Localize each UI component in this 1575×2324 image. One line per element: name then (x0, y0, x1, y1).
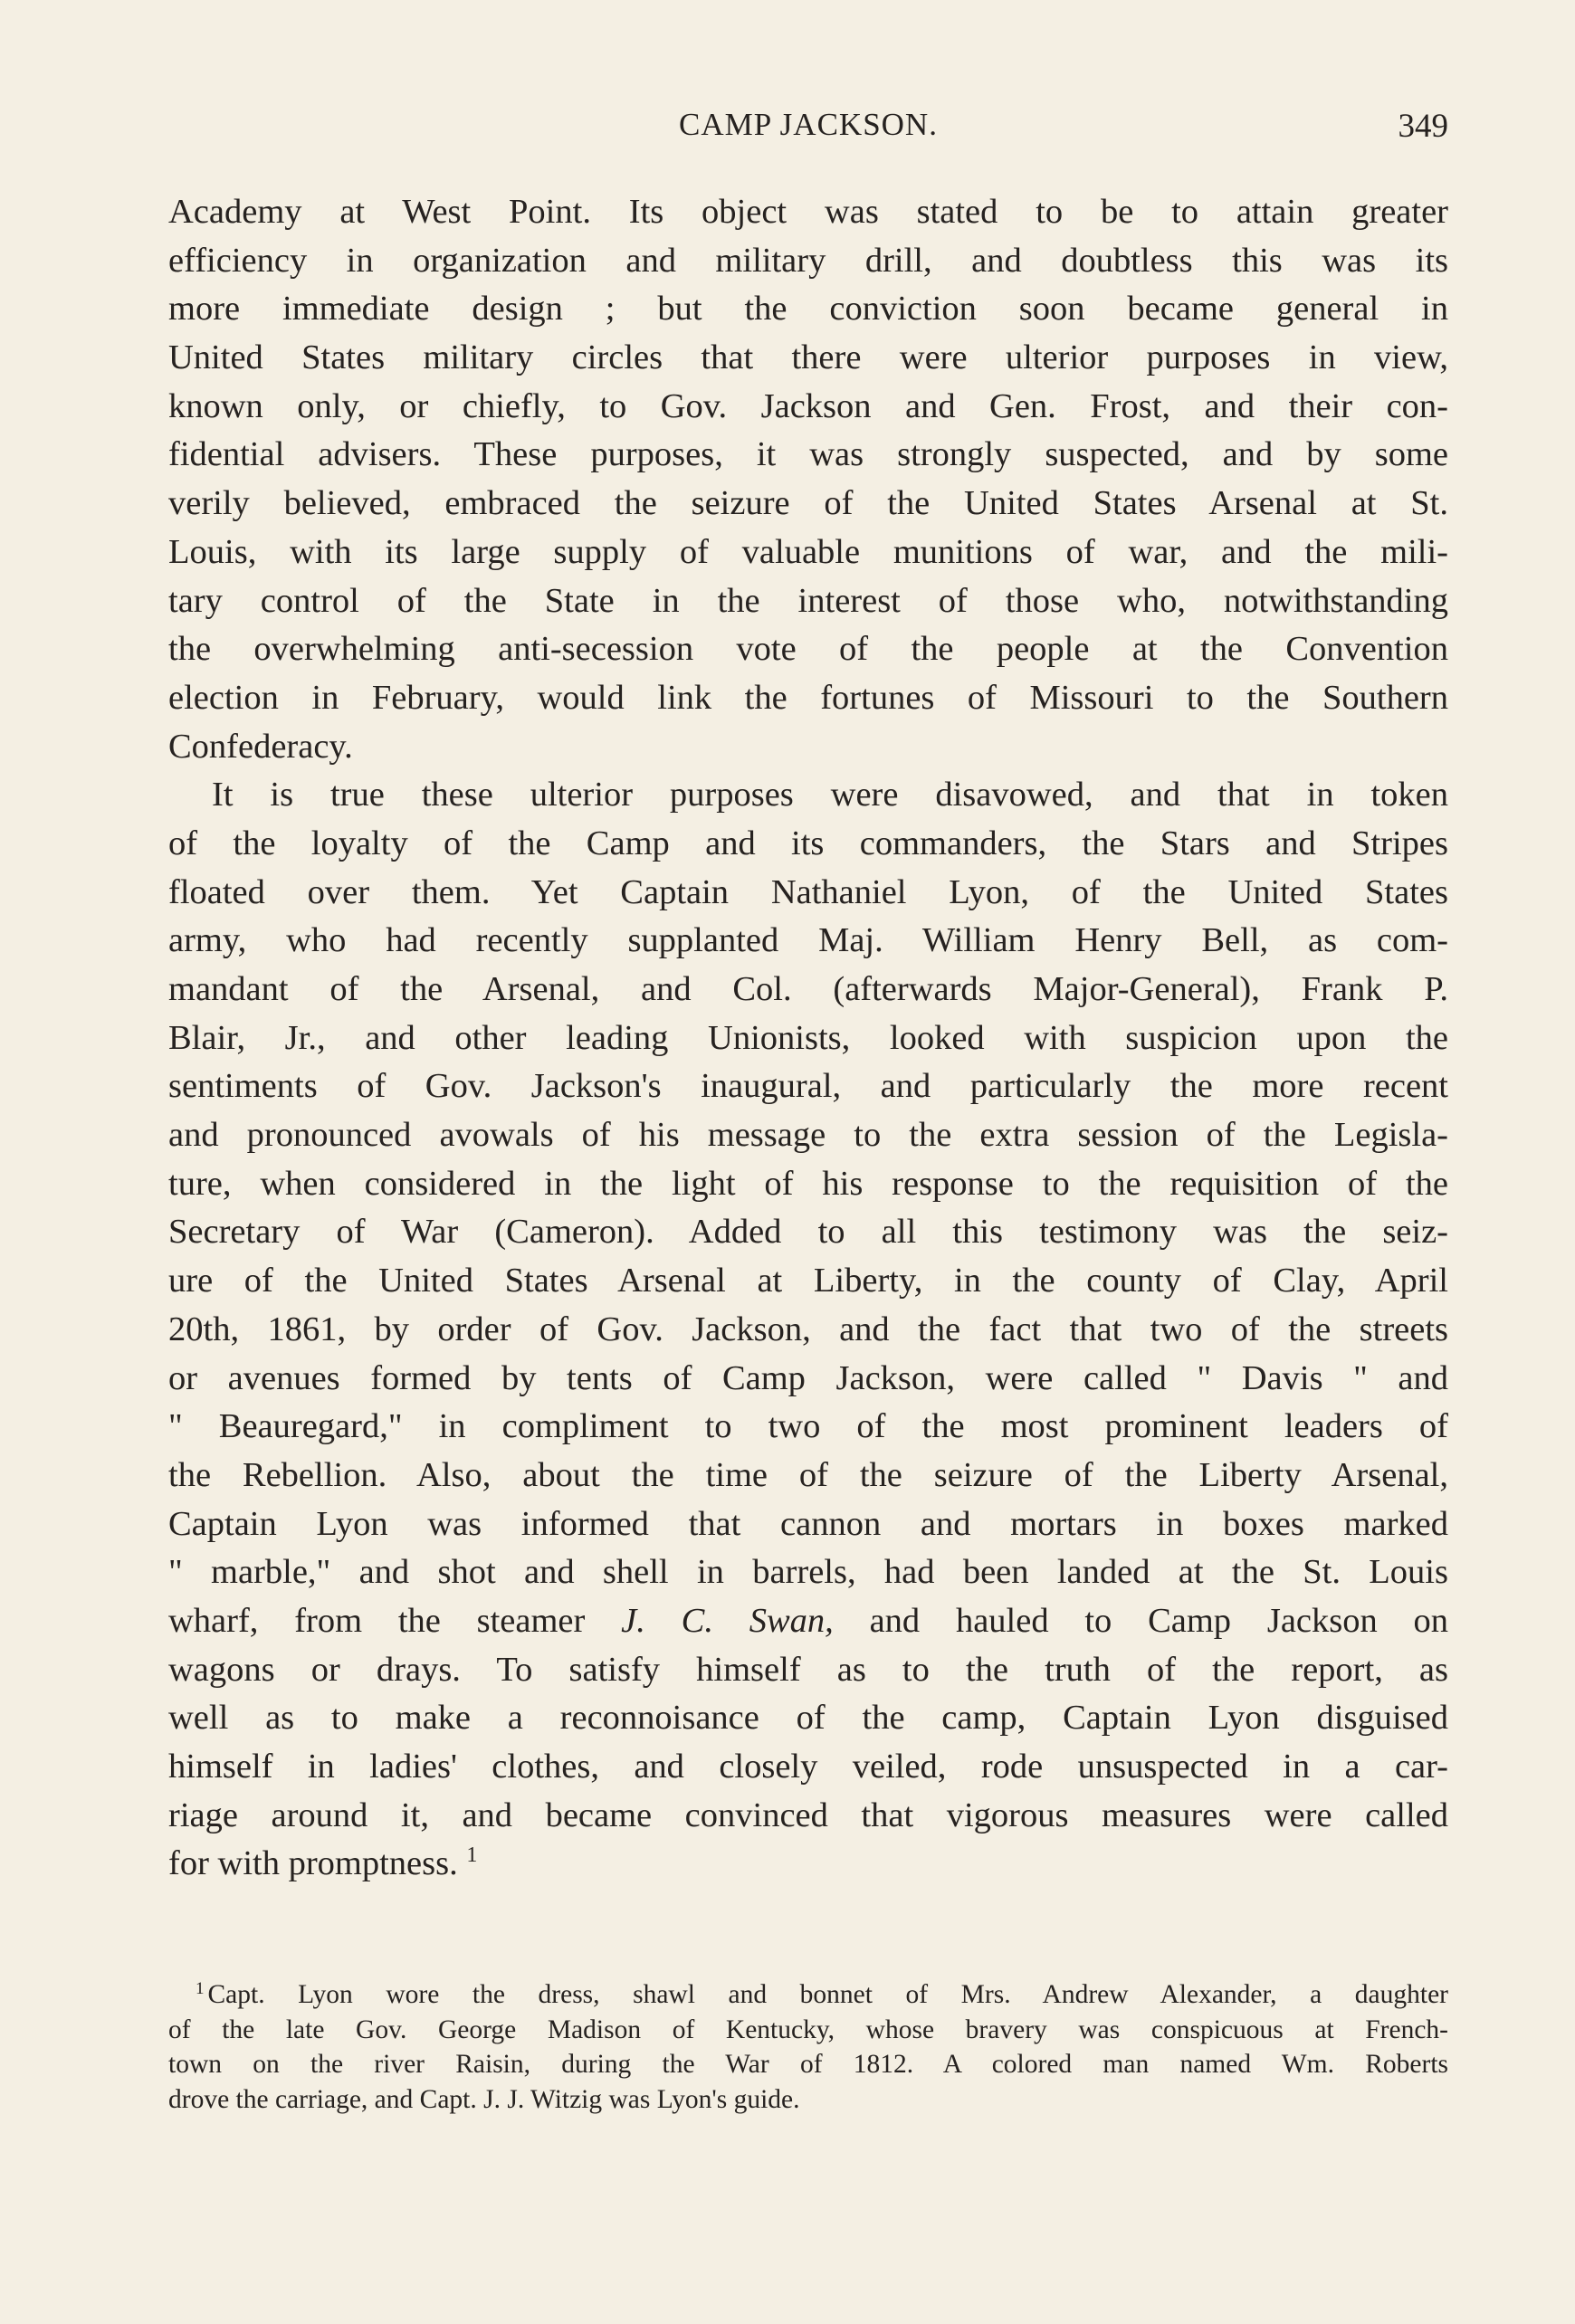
text-line: wagons or drays. To satisfy himself as to the truth of the report, as (168, 1650, 1448, 1689)
text-line: " Beauregard," in compliment to two of the most prominent leaders of (168, 1407, 1448, 1446)
text-line: more immediate design ; but the conviction soon became general in (168, 290, 1448, 329)
text-line: known only, or chiefly, to Gov. Jackson and Gen. Frost, and their con- (168, 386, 1448, 425)
text-segment: wharf, from the steamer (168, 1601, 586, 1640)
footnote (168, 1977, 1448, 2117)
page-number: 349 (1398, 108, 1448, 145)
text-line: Confederacy. (168, 727, 353, 766)
steamer-name: J. C. Swan, (621, 1601, 834, 1640)
footnote-reference: 1 (466, 1843, 478, 1868)
text-line: army, who had recently supplanted Maj. William Henry Bell, as com- (168, 921, 1448, 960)
footnote-line: drove the carriage, and Capt. J. J. Witzig was Lyon's guide. (168, 2084, 800, 2114)
text-line: himself in ladies' clothes, and closely veiled, rode unsuspected in a car- (168, 1748, 1448, 1786)
text-line: floated over them. Yet Captain Nathaniel Lyon, of the United States (168, 872, 1448, 911)
text-line: Captain Lyon was informed that cannon and mortars in boxes marked (168, 1504, 1448, 1543)
text-line: fidential advisers. These purposes, it was strongly suspected, and by some (168, 435, 1448, 474)
text-line (168, 1597, 1448, 1646)
footnote-marker: 1 (196, 1979, 205, 1998)
running-header (168, 107, 1448, 152)
text-line: Secretary of War (Cameron). Added to all this testimony was the seiz- (168, 1213, 1448, 1252)
text-line: efficiency in organization and military drill, and doubtless this was its (168, 241, 1448, 280)
text-line: ure of the United States Arsenal at Liberty, in the county of Clay, April (168, 1262, 1448, 1300)
text-line: election in February, would link the fortunes of Missouri to the Southern (168, 678, 1448, 717)
text-segment: for with promptness. (168, 1844, 458, 1883)
text-line: " marble," and shot and shell in barrels, had been landed at the St. Louis (168, 1553, 1448, 1592)
text-line: Louis, with its large supply of valuable munitions of war, and the mili- (168, 532, 1448, 571)
text-line: ture, when considered in the light of his response to the requisition of the (168, 1164, 1448, 1203)
text-line (168, 1840, 1448, 1889)
text-line: sentiments of Gov. Jackson's inaugural, and particularly the more recent (168, 1067, 1448, 1106)
footnote-text: Capt. Lyon wore the dress, shawl and bonnet of Mrs. Andrew Alexander, a daughter (207, 1980, 1448, 2009)
footnote-line (168, 1977, 1448, 2013)
text-line: of the loyalty of the Camp and its commanders, the Stars and Stripes (168, 824, 1448, 862)
text-segment: and hauled to Camp Jackson on (869, 1601, 1449, 1640)
text-line: or avenues formed by tents of Camp Jackson, were called " Davis " and (168, 1358, 1448, 1397)
text-line: United States military circles that there were ulterior purposes in view, (168, 338, 1448, 377)
text-line: the Rebellion. Also, about the time of the seizure of the Liberty Arsenal, (168, 1455, 1448, 1494)
text-line: Blair, Jr., and other leading Unionists, looked with suspicion upon the (168, 1018, 1448, 1057)
running-title: CAMP JACKSON. (679, 107, 938, 142)
text-line: Academy at West Point. Its object was stated to be to attain greater (168, 193, 1448, 231)
text-line: verily believed, embraced the seizure of the United States Arsenal at St. (168, 484, 1448, 523)
text-line: riage around it, and became convinced that vigorous measures were called (168, 1795, 1448, 1834)
text-line: 20th, 1861, by order of Gov. Jackson, and the fact that two of the streets (168, 1310, 1448, 1348)
text-line: mandant of the Arsenal, and Col. (afterwards Major-General), Frank P. (168, 970, 1448, 1008)
footnote-line: town on the river Raisin, during the War of 1812. A colored man named Wm. Roberts (168, 2050, 1448, 2079)
text-line: tary control of the State in the interest of those who, notwithstanding (168, 581, 1448, 620)
footnote-line: of the late Gov. George Madison of Kentucky, whose bravery was conspicuous at French- (168, 2014, 1448, 2044)
text-line: well as to make a reconnoisance of the camp, Captain Lyon disguised (168, 1699, 1448, 1738)
text-line: and pronounced avowals of his message to the extra session of the Legisla- (168, 1116, 1448, 1155)
paragraph-start-line: It is true these ulterior purposes were disavowed, and that in token (212, 776, 1448, 814)
text-line: the overwhelming anti-secession vote of the people at the Convention (168, 630, 1448, 669)
body-text (168, 188, 1448, 1889)
